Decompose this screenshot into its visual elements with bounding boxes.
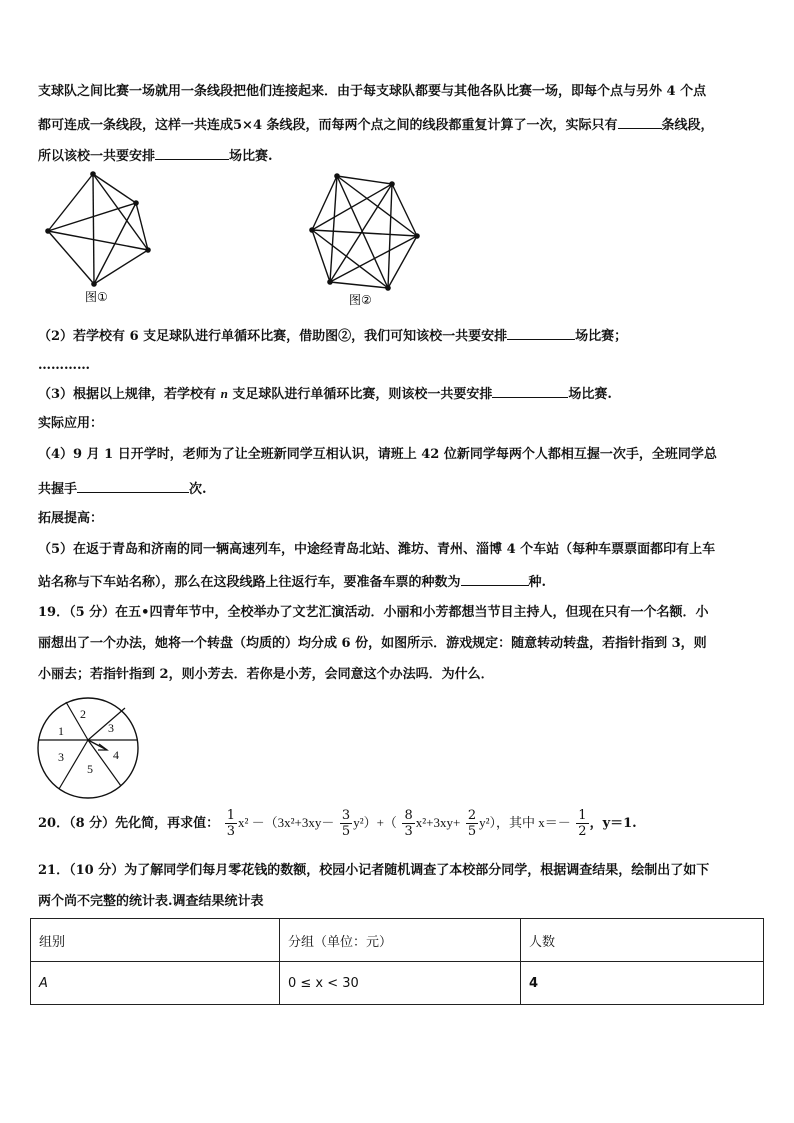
answer-blank[interactable]	[461, 572, 529, 586]
q18-ellipsis: …………	[38, 358, 90, 373]
q21-line-2: 两个尚不完整的统计表.调查结果统计表	[38, 894, 264, 909]
q18-line-3: 所以该校一共要安排 场比赛.	[38, 146, 273, 166]
fraction: $\frac{3}{5}$	[341, 808, 351, 839]
spinner-label: 5	[87, 762, 93, 776]
table-header-cell: 人数	[521, 919, 764, 962]
figure-2-hexagon-graph	[302, 168, 442, 318]
answer-blank[interactable]	[618, 115, 662, 129]
q18-part-2: （2）若学校有 6 支足球队进行单循环比赛，借助图②，我们可知该校一共要安排 场比赛；	[38, 326, 627, 346]
q20-expression: 20．（8 分）先化简，再求值： $\frac{1}{3}$ x² －（3x²+3xy－ $\frac{3}{5}$ y²）+（ $\frac{8}{3}$ x²+3xy+ $\frac{2}{5}$ y²），其中 x＝－ $\frac{1}{2}$ ，y＝1.	[38, 808, 637, 839]
spinner-wheel	[35, 695, 141, 801]
q19-line-2: 丽想出了一个办法，她将一个转盘（均质的）均分成 6 份，如图所示．游戏规定：随意转动转盘，若指针指到 3，则	[38, 636, 707, 651]
answer-blank[interactable]	[507, 326, 575, 340]
spinner-label: 1	[58, 724, 64, 738]
spinner-label: 2	[80, 707, 86, 721]
q18-part-5-line-1: （5）在返于青岛和济南的同一辆高速列车，中途经青岛北站、潍坊、青州、淄博 4 个车站（每种车票票面都印有上车	[38, 542, 716, 557]
spinner-label: 4	[113, 748, 119, 762]
answer-blank[interactable]	[155, 146, 229, 160]
q19-line-1: 19．（5 分）在五•四青年节中，全校举办了文艺汇演活动．小丽和小芳都想当节目主持人，但现在只有一个名额．小	[38, 605, 709, 620]
fraction: $\frac{2}{5}$	[467, 808, 477, 839]
table-cell: 4	[521, 962, 764, 1005]
apply-heading: 实际应用：	[38, 416, 104, 431]
q18-line-2: 都可连成一条线段，这样一共连成5×4 条线段，而每两个点之间的线段都重复计算了一次，实际只有 条线段，	[38, 115, 714, 135]
q18-part-4-line-1: （4）9 月 1 日开学时，老师为了让全班新同学互相认识，请班上 42 位新同学每两个人都相互握一次手，全班同学总	[38, 447, 717, 462]
table-cell: 0 ≤ x < 30	[280, 962, 521, 1005]
fraction: $\frac{8}{3}$	[404, 808, 413, 839]
table-row	[31, 962, 764, 1005]
q21-line-1: 21．（10 分）为了解同学们每月零花钱的数额，校园小记者随机调查了本校部分同学，根据调查结果，绘制出了如下	[38, 863, 710, 878]
table-header-cell: 分组（单位：元）	[280, 919, 521, 962]
q18-part-3: （3）根据以上规律，若学校有 n 支足球队进行单循环比赛，则该校一共要安排 场比赛.	[38, 386, 612, 402]
table-header-row	[31, 919, 764, 962]
extend-heading: 拓展提高：	[38, 511, 104, 526]
q19-line-3: 小丽去；若指针指到 2，则小芳去．若你是小芳，会同意这个办法吗．为什么．	[38, 667, 494, 682]
table-cell: A	[31, 962, 280, 1005]
spinner-label: 3	[108, 721, 114, 735]
figure-1-pentagon-graph	[38, 168, 168, 318]
q18-line-1: 支球队之间比赛一场就用一条线段把他们连接起来．由于每支球队都要与其他各队比赛一场，即每个点与另外 4 个点	[38, 84, 707, 99]
figure-1-caption: 图①	[85, 290, 108, 304]
q18-part-4-line-2: 共握手 次.	[38, 479, 207, 499]
q18-part-5-line-2: 站名称与下车站名称），那么在这段线路上往返行车，要准备车票的种数为 种.	[38, 572, 546, 592]
answer-blank[interactable]	[77, 479, 189, 493]
answer-blank[interactable]	[492, 384, 568, 398]
spinner-label: 3	[58, 750, 64, 764]
survey-results-table	[30, 918, 764, 1005]
fraction: $\frac{1}{2}$	[578, 808, 587, 839]
figure-2-caption: 图②	[349, 293, 372, 307]
fraction: $\frac{1}{3}$	[226, 808, 235, 839]
table-header-cell: 组别	[31, 919, 280, 962]
